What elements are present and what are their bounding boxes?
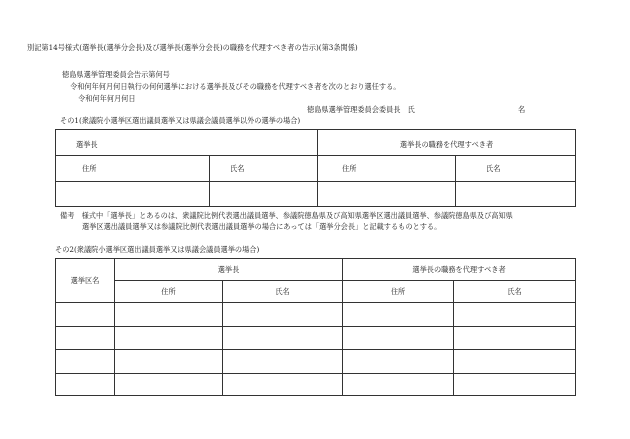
section1-deputy-address-label: 住所 <box>342 163 357 173</box>
section1-chair-address-header <box>56 156 210 182</box>
deputy-address-cell <box>343 327 454 350</box>
section1-deputy-address-header <box>318 156 456 182</box>
section1-chair-address-cell <box>56 182 210 207</box>
deputy-address-cell <box>343 350 454 374</box>
deputy-address-cell <box>343 303 454 327</box>
section2-deputy-name-label: 氏名 <box>507 286 522 296</box>
section2-deputy-label: 選挙長の職務を代理すべき者 <box>412 264 506 274</box>
chair-address-cell <box>115 327 223 350</box>
section2-deputy-address-header <box>343 281 454 303</box>
section2-district-header <box>56 259 115 303</box>
section2-table <box>55 258 576 396</box>
notice-date: 令和何年何月何日 <box>78 94 136 103</box>
district-cell <box>56 303 115 327</box>
table-row <box>56 303 576 327</box>
district-cell <box>56 327 115 350</box>
deputy-address-cell <box>343 374 454 396</box>
chair-name-cell <box>223 327 343 350</box>
table-row <box>56 182 576 207</box>
district-cell <box>56 350 115 374</box>
section2-deputy-name-header <box>454 281 576 303</box>
section2-chair-address-label: 住所 <box>161 286 176 296</box>
section2-district-label: 選挙区名 <box>70 275 100 285</box>
deputy-name-cell <box>454 303 576 327</box>
chair-address-cell <box>115 350 223 374</box>
deputy-name-cell <box>454 374 576 396</box>
signature-name-suffix: 名 <box>518 105 526 114</box>
section2-chair-header <box>115 259 343 281</box>
signature-line: 徳島県選挙管理委員会委員長 氏 <box>307 105 415 114</box>
section1-chair-name-header <box>210 156 318 182</box>
section1-deputy-address-cell <box>318 182 456 207</box>
deputy-name-cell <box>454 327 576 350</box>
table-row <box>56 327 576 350</box>
section2-deputy-header <box>343 259 576 281</box>
section2-chair-name-header <box>223 281 343 303</box>
chair-name-cell <box>223 374 343 396</box>
notice-body: 令和何年何月何日執行の何何選挙における選挙長及びその職務を代理すべき者を次のとおり選任する。 <box>70 82 401 91</box>
section1-chair-name-cell <box>210 182 318 207</box>
section2-chair-name-label: 氏名 <box>275 286 290 296</box>
remarks-line2: 選挙区選出議員選挙又は参議院比例代表選出議員選挙の場合にあっては「選挙分会長」と記載するものとする。 <box>82 222 442 231</box>
form-title: 別記第14号様式(選挙長(選挙分会長)及び選挙長(選挙分会長)の職務を代理すべき者の告示)(第3条関係) <box>27 43 358 52</box>
chair-name-cell <box>223 350 343 374</box>
section1-heading: その1(衆議院小選挙区選出議員選挙又は県議会議員選挙以外の選挙の場合) <box>60 116 301 125</box>
table-row <box>56 350 576 374</box>
section1-chair-name-label: 氏名 <box>230 163 245 173</box>
remarks-line1: 備考 様式中「選挙長」とあるのは、衆議院比例代表選出議員選挙、参議院徳島県及び高知県選挙区選出議員選挙、参議院徳島県及び高知県 <box>60 211 513 220</box>
chair-address-cell <box>115 303 223 327</box>
section2-heading: その2(衆議院小選挙区選出議員選挙又は県議会議員選挙の場合) <box>55 245 260 254</box>
section1-deputy-label: 選挙長の職務を代理すべき者 <box>399 140 494 149</box>
section2-chair-label: 選挙長 <box>217 264 240 274</box>
chair-name-cell <box>223 303 343 327</box>
chair-address-cell <box>115 374 223 396</box>
section2-deputy-address-label: 住所 <box>390 286 406 296</box>
deputy-name-cell <box>454 350 576 374</box>
section1-deputy-name-label: 氏名 <box>486 163 501 173</box>
section1-chair-address-label: 住所 <box>82 163 97 173</box>
section1-chair-header <box>56 130 318 156</box>
table-row <box>56 374 576 396</box>
section1-deputy-name-header <box>456 156 576 182</box>
section1-chair-label: 選挙長 <box>76 140 98 149</box>
notice-number: 徳島県選挙管理委員会告示第何号 <box>62 70 170 79</box>
section1-deputy-name-cell <box>456 182 576 207</box>
section1-table <box>55 129 576 207</box>
district-cell <box>56 374 115 396</box>
section1-deputy-header <box>318 130 576 156</box>
section2-chair-address-header <box>115 281 223 303</box>
